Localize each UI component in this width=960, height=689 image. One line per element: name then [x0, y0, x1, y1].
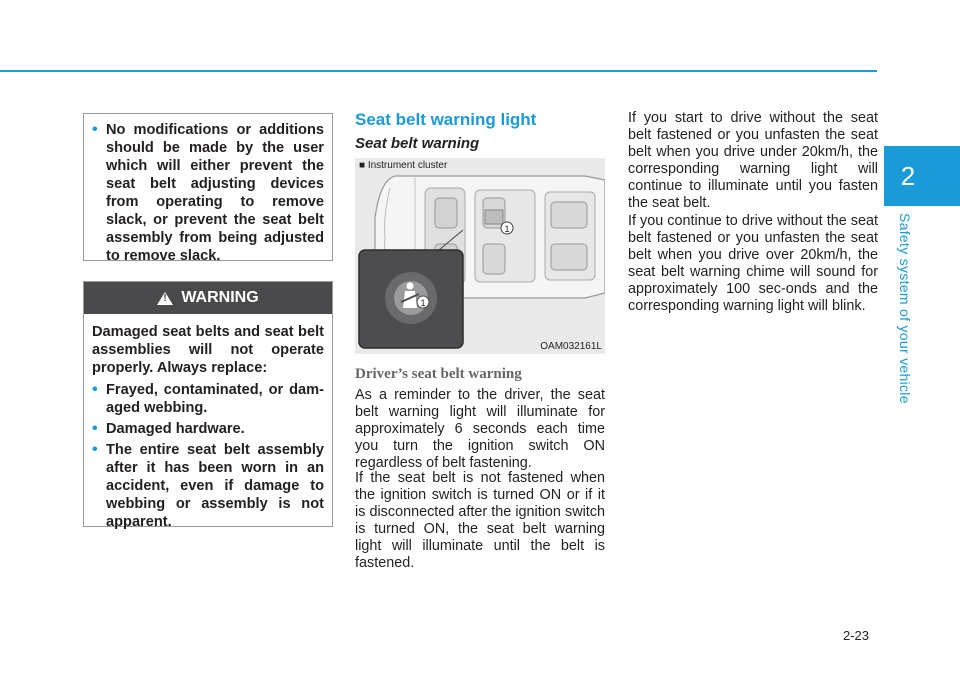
section-heading: Seat belt warning light: [355, 110, 537, 129]
warning-bullet: • Frayed, contaminated, or dam-aged webbing.: [84, 381, 324, 417]
warning-triangle-icon: [157, 292, 173, 305]
warning-bullet: • Damaged hardware.: [84, 420, 324, 438]
paragraph: If you start to drive without the seat belt fastened or you unfasten the seat belt when you drive under 20km/h, the corresponding warning light will continue to illuminate until you fasten the seat belt.: [628, 110, 878, 211]
instrument-cluster-figure: [355, 158, 605, 354]
chapter-title: Safety system of your vehicle: [897, 213, 913, 404]
header-rule: [0, 70, 877, 72]
driver-belt-heading: Driver’s seat belt warning: [355, 366, 522, 382]
car-illustration: [355, 158, 605, 354]
paragraph: As a reminder to the driver, the seat belt warning light will illuminate for approximately 6 seconds each time you turn the ignition switch ON regardless of belt fastening.: [355, 387, 605, 471]
page-number: 2-23: [843, 628, 870, 643]
warning-intro: Damaged seat belts and seat belt assemblies will not operate properly. Always replace:: [92, 324, 324, 376]
note-box: [83, 113, 333, 264]
chapter-tab: [884, 146, 960, 206]
warning-bullet: • The entire seat belt assembly after it has been worn in an accident, even if damage to webbing or assembly is not apparent.: [84, 441, 324, 531]
callout-number: 1: [420, 298, 426, 308]
warning-box: [83, 281, 333, 530]
note-bullet: • No modifications or additions should be made by the user which will either prevent the seat belt adjusting devices from operating to remove slack, or prevent the seat belt assembly from being adjusted to remove slack.: [84, 121, 324, 265]
figure-code: OAM032161L: [540, 341, 602, 352]
chapter-number: 2: [900, 161, 916, 191]
warning-label: WARNING: [181, 289, 259, 306]
paragraph: If the seat belt is not fastened when the ignition switch is turned ON or if it is disconnected after the ignition switch is turned ON, the seat belt warning light will illuminate until the belt is fastened.: [355, 470, 605, 571]
warning-band: [84, 282, 332, 314]
figure-caption: ■ Instrument cluster: [359, 160, 448, 171]
callout-number-small: 1: [504, 224, 510, 234]
paragraph: If you continue to drive without the seat belt fastened or you unfasten the seat belt when you drive over 20km/h, the seat belt warning chime will sound for approximately 100 sec-onds and the corresponding warning light will blink.: [628, 213, 878, 314]
subsection-heading: Seat belt warning: [355, 135, 480, 152]
